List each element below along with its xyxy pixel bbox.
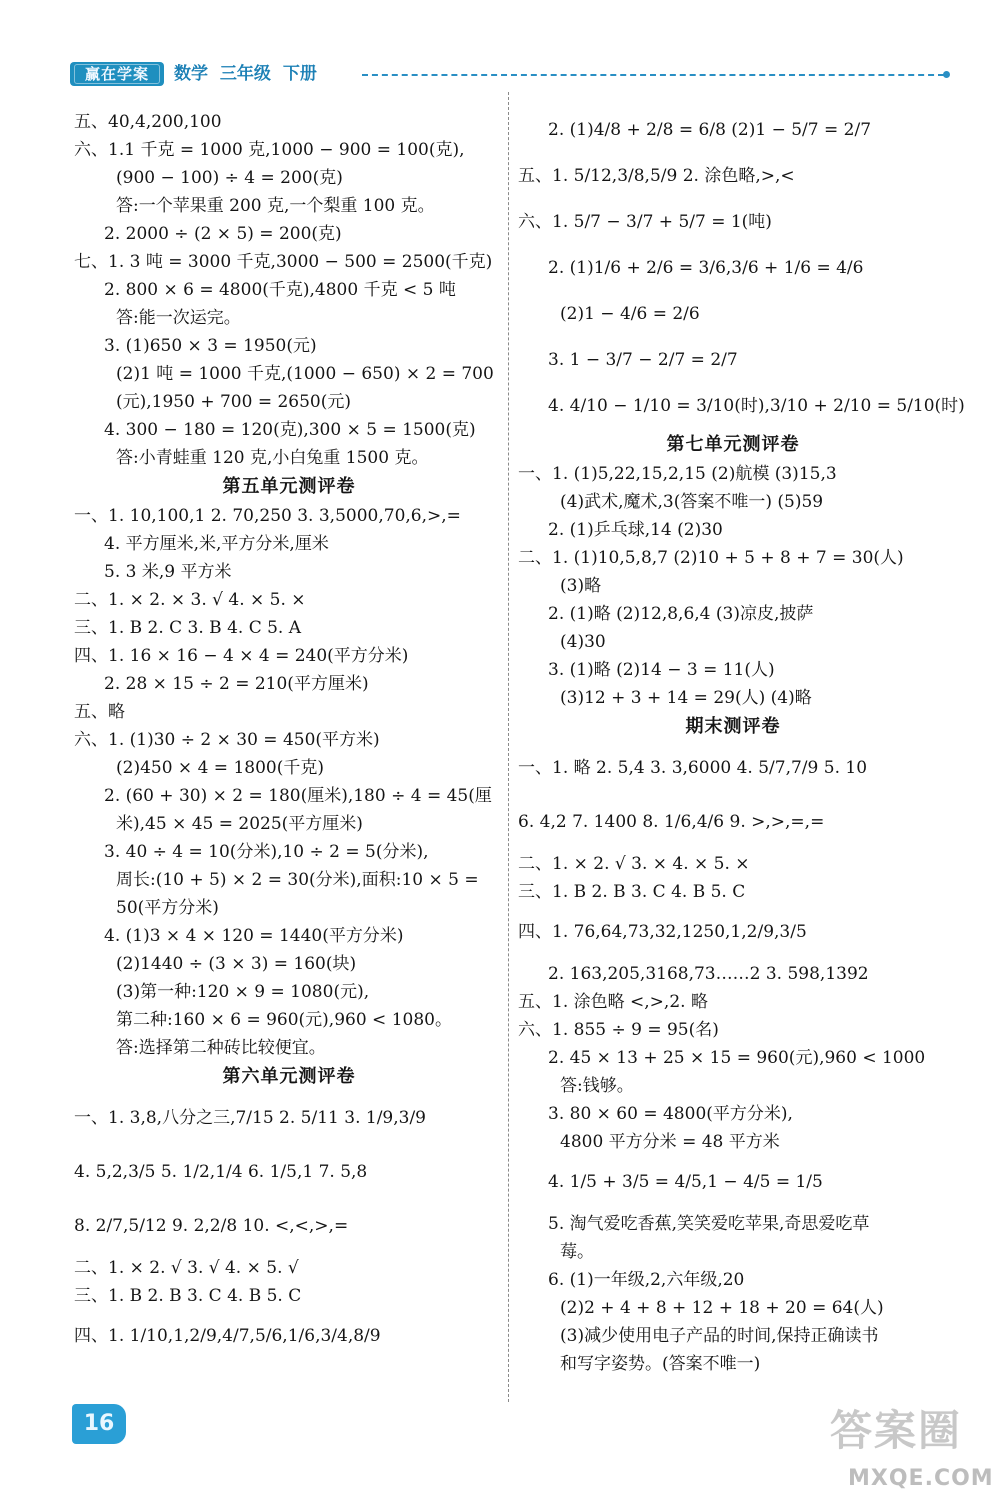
answer-line: 4. (1)3 × 4 × 120 = 1440(平方分米) — [104, 926, 404, 946]
answer-line: 3. (1)略 (2)14 − 3 = 11(人) — [548, 660, 775, 680]
answer-line: 答:能一次运完。 — [116, 308, 241, 328]
answer-line: 二、1. × 2. × 3. √ 4. × 5. × — [74, 590, 306, 610]
answer-line: 8. 2/7,5/12 9. 2,2/8 10. <,<,>,= — [74, 1216, 349, 1236]
watermark-logo: 答案圈 — [830, 1406, 963, 1455]
answer-line: 一、1. 略 2. 5,4 3. 3,6000 4. 5/7,7/9 5. 10 — [518, 758, 868, 778]
answer-line: 2. (1)4/8 + 2/8 = 6/8 (2)1 − 5/7 = 2/7 — [548, 120, 872, 140]
answer-line: 5. 淘气爱吃香蕉,笑笑爱吃苹果,奇思爱吃草 — [548, 1214, 870, 1234]
answer-line: 答:钱够。 — [560, 1076, 634, 1096]
answer-line: 4. 平方厘米,米,平方分米,厘米 — [104, 534, 329, 554]
left-column — [74, 108, 504, 1364]
answer-line: 七、1. 3 吨 = 3000 千克,3000 − 500 = 2500(千克) — [74, 252, 493, 272]
brand-logo: 赢在学案 — [70, 62, 164, 86]
answer-line: 和写字姿势。(答案不唯一) — [560, 1354, 761, 1374]
answer-line: 莓。 — [560, 1242, 594, 1262]
answer-line: 4800 平方分米 = 48 平方米 — [560, 1132, 780, 1152]
answer-line: 一、1. 3,8,八分之三,7/15 2. 5/11 3. 1/9,3/9 — [74, 1108, 426, 1128]
right-column — [518, 108, 965, 1378]
answer-line: (3)减少使用电子产品的时间,保持正确读书 — [560, 1326, 879, 1346]
answer-line: 2. 163,205,3168,73……2 3. 598,1392 — [548, 964, 869, 984]
answer-line: 2. (1)1/6 + 2/6 = 3/6,3/6 + 1/6 = 4/6 — [548, 258, 864, 278]
answer-line: (3)第一种:120 × 9 = 1080(元), — [116, 982, 370, 1002]
answer-line: 第二种:160 × 6 = 960(元),960 < 1080。 — [116, 1010, 452, 1030]
answer-line: 四、1. 16 × 16 − 4 × 4 = 240(平方分米) — [74, 646, 409, 666]
answer-line: 三、1. B 2. C 3. B 4. C 5. A — [74, 618, 302, 638]
answer-line: 答:选择第二种砖比较便宜。 — [116, 1038, 326, 1058]
page-header — [70, 60, 950, 90]
answer-line: 3. 80 × 60 = 4800(平方分米), — [548, 1104, 793, 1124]
answer-line: 一、1. (1)5,22,15,2,15 (2)航模 (3)15,3 — [518, 464, 837, 484]
section-title: 第五单元测评卷 — [222, 476, 356, 497]
answer-line: 周长:(10 + 5) × 2 = 30(分米),面积:10 × 5 = — [116, 870, 479, 890]
answer-line: 3. 1 − 3/7 − 2/7 = 2/7 — [548, 350, 738, 370]
section-title: 第七单元测评卷 — [666, 434, 800, 455]
answer-line: 6. 4,2 7. 1400 8. 1/6,4/6 9. >,>,=,= — [518, 812, 825, 832]
answer-line: 二、1. (1)10,5,8,7 (2)10 + 5 + 8 + 7 = 30(人) — [518, 548, 904, 568]
header-dot — [943, 71, 950, 78]
answer-line: 2. 45 × 13 + 25 × 15 = 960(元),960 < 1000 — [548, 1048, 926, 1068]
answer-line: 答:一个苹果重 200 克,一个梨重 100 克。 — [116, 196, 435, 216]
watermark — [830, 1400, 995, 1500]
answer-line: 六、1. 5/7 − 3/7 + 5/7 = 1(吨) — [518, 212, 772, 232]
answer-line: 2. 28 × 15 ÷ 2 = 210(平方厘米) — [104, 674, 369, 694]
answer-line: (2)1440 ÷ (3 × 3) = 160(块) — [116, 954, 357, 974]
answer-line: 5. 3 米,9 平方米 — [104, 562, 232, 582]
answer-line: 6. (1)一年级,2,六年级,20 — [548, 1270, 745, 1290]
answer-line: 50(平方分米) — [116, 898, 219, 918]
answer-line: 五、1. 5/12,3/8,5/9 2. 涂色略,>,< — [518, 166, 795, 186]
answer-line: 五、略 — [74, 702, 125, 722]
answer-line: 三、1. B 2. B 3. C 4. B 5. C — [518, 882, 746, 902]
answer-line: 4. 300 − 180 = 120(克),300 × 5 = 1500(克) — [104, 420, 476, 440]
answer-line: (2)450 × 4 = 1800(千克) — [116, 758, 324, 778]
answer-line: 4. 4/10 − 1/10 = 3/10(时),3/10 + 2/10 = 5/10(时) — [548, 396, 965, 416]
answer-line: (2)1 吨 = 1000 千克,(1000 − 650) × 2 = 700 — [116, 364, 494, 384]
section-title: 第六单元测评卷 — [222, 1066, 356, 1087]
answer-line: (4)武术,魔术,3(答案不唯一) (5)59 — [560, 492, 824, 512]
header-divider — [362, 74, 944, 76]
answer-line: 六、1.1 千克 = 1000 克,1000 − 900 = 100(克), — [74, 140, 465, 160]
answer-line: (900 − 100) ÷ 4 = 200(克) — [116, 168, 343, 188]
answer-line: 2. (1)乒乓球,14 (2)30 — [548, 520, 723, 540]
answer-line: 3. (1)650 × 3 = 1950(元) — [104, 336, 317, 356]
answer-line: 五、1. 涂色略 <,>,2. 略 — [518, 992, 708, 1012]
answer-line: (3)12 + 3 + 14 = 29(人) (4)略 — [560, 688, 812, 708]
answer-line: (元),1950 + 700 = 2650(元) — [116, 392, 352, 412]
answer-line: 4. 5,2,3/5 5. 1/2,1/4 6. 1/5,1 7. 5,8 — [74, 1162, 368, 1182]
answer-line: 米),45 × 45 = 2025(平方厘米) — [116, 814, 363, 834]
answer-line: 2. (60 + 30) × 2 = 180(厘米),180 ÷ 4 = 45(厘 — [104, 786, 492, 806]
watermark-url: MXQE.COM — [848, 1466, 994, 1491]
answer-line: 一、1. 10,100,1 2. 70,250 3. 3,5000,70,6,>,= — [74, 506, 461, 526]
answer-line: 四、1. 76,64,73,32,1250,1,2/9,3/5 — [518, 922, 807, 942]
answer-line: 二、1. × 2. √ 3. √ 4. × 5. √ — [74, 1258, 299, 1278]
answer-line: 2. 800 × 6 = 4800(千克),4800 千克 < 5 吨 — [104, 280, 456, 300]
column-divider — [508, 92, 509, 1402]
answer-line: 四、1. 1/10,1,2/9,4/7,5/6,1/6,3/4,8/9 — [74, 1326, 381, 1346]
answer-line: 2. 2000 ÷ (2 × 5) = 200(克) — [104, 224, 342, 244]
answer-line: 五、40,4,200,100 — [74, 112, 222, 132]
answer-line: 六、1. (1)30 ÷ 2 × 30 = 450(平方米) — [74, 730, 380, 750]
answer-line: (4)30 — [560, 632, 606, 652]
answer-line: 答:小青蛙重 120 克,小白兔重 1500 克。 — [116, 448, 429, 468]
header-subject: 数学 三年级 下册 — [174, 64, 317, 84]
answer-line: (2)1 − 4/6 = 2/6 — [560, 304, 700, 324]
answer-line: 3. 40 ÷ 4 = 10(分米),10 ÷ 2 = 5(分米), — [104, 842, 429, 862]
answer-line: (3)略 — [560, 576, 602, 596]
answer-line: 三、1. B 2. B 3. C 4. B 5. C — [74, 1286, 302, 1306]
answer-line: 2. (1)略 (2)12,8,6,4 (3)凉皮,披萨 — [548, 604, 814, 624]
answer-line: 4. 1/5 + 3/5 = 4/5,1 − 4/5 = 1/5 — [548, 1172, 823, 1192]
answer-line: (2)2 + 4 + 8 + 12 + 18 + 20 = 64(人) — [560, 1298, 884, 1318]
section-title: 期末测评卷 — [685, 716, 781, 737]
page-number: 16 — [72, 1404, 126, 1444]
answer-line: 六、1. 855 ÷ 9 = 95(名) — [518, 1020, 719, 1040]
answer-line: 二、1. × 2. √ 3. × 4. × 5. × — [518, 854, 750, 874]
